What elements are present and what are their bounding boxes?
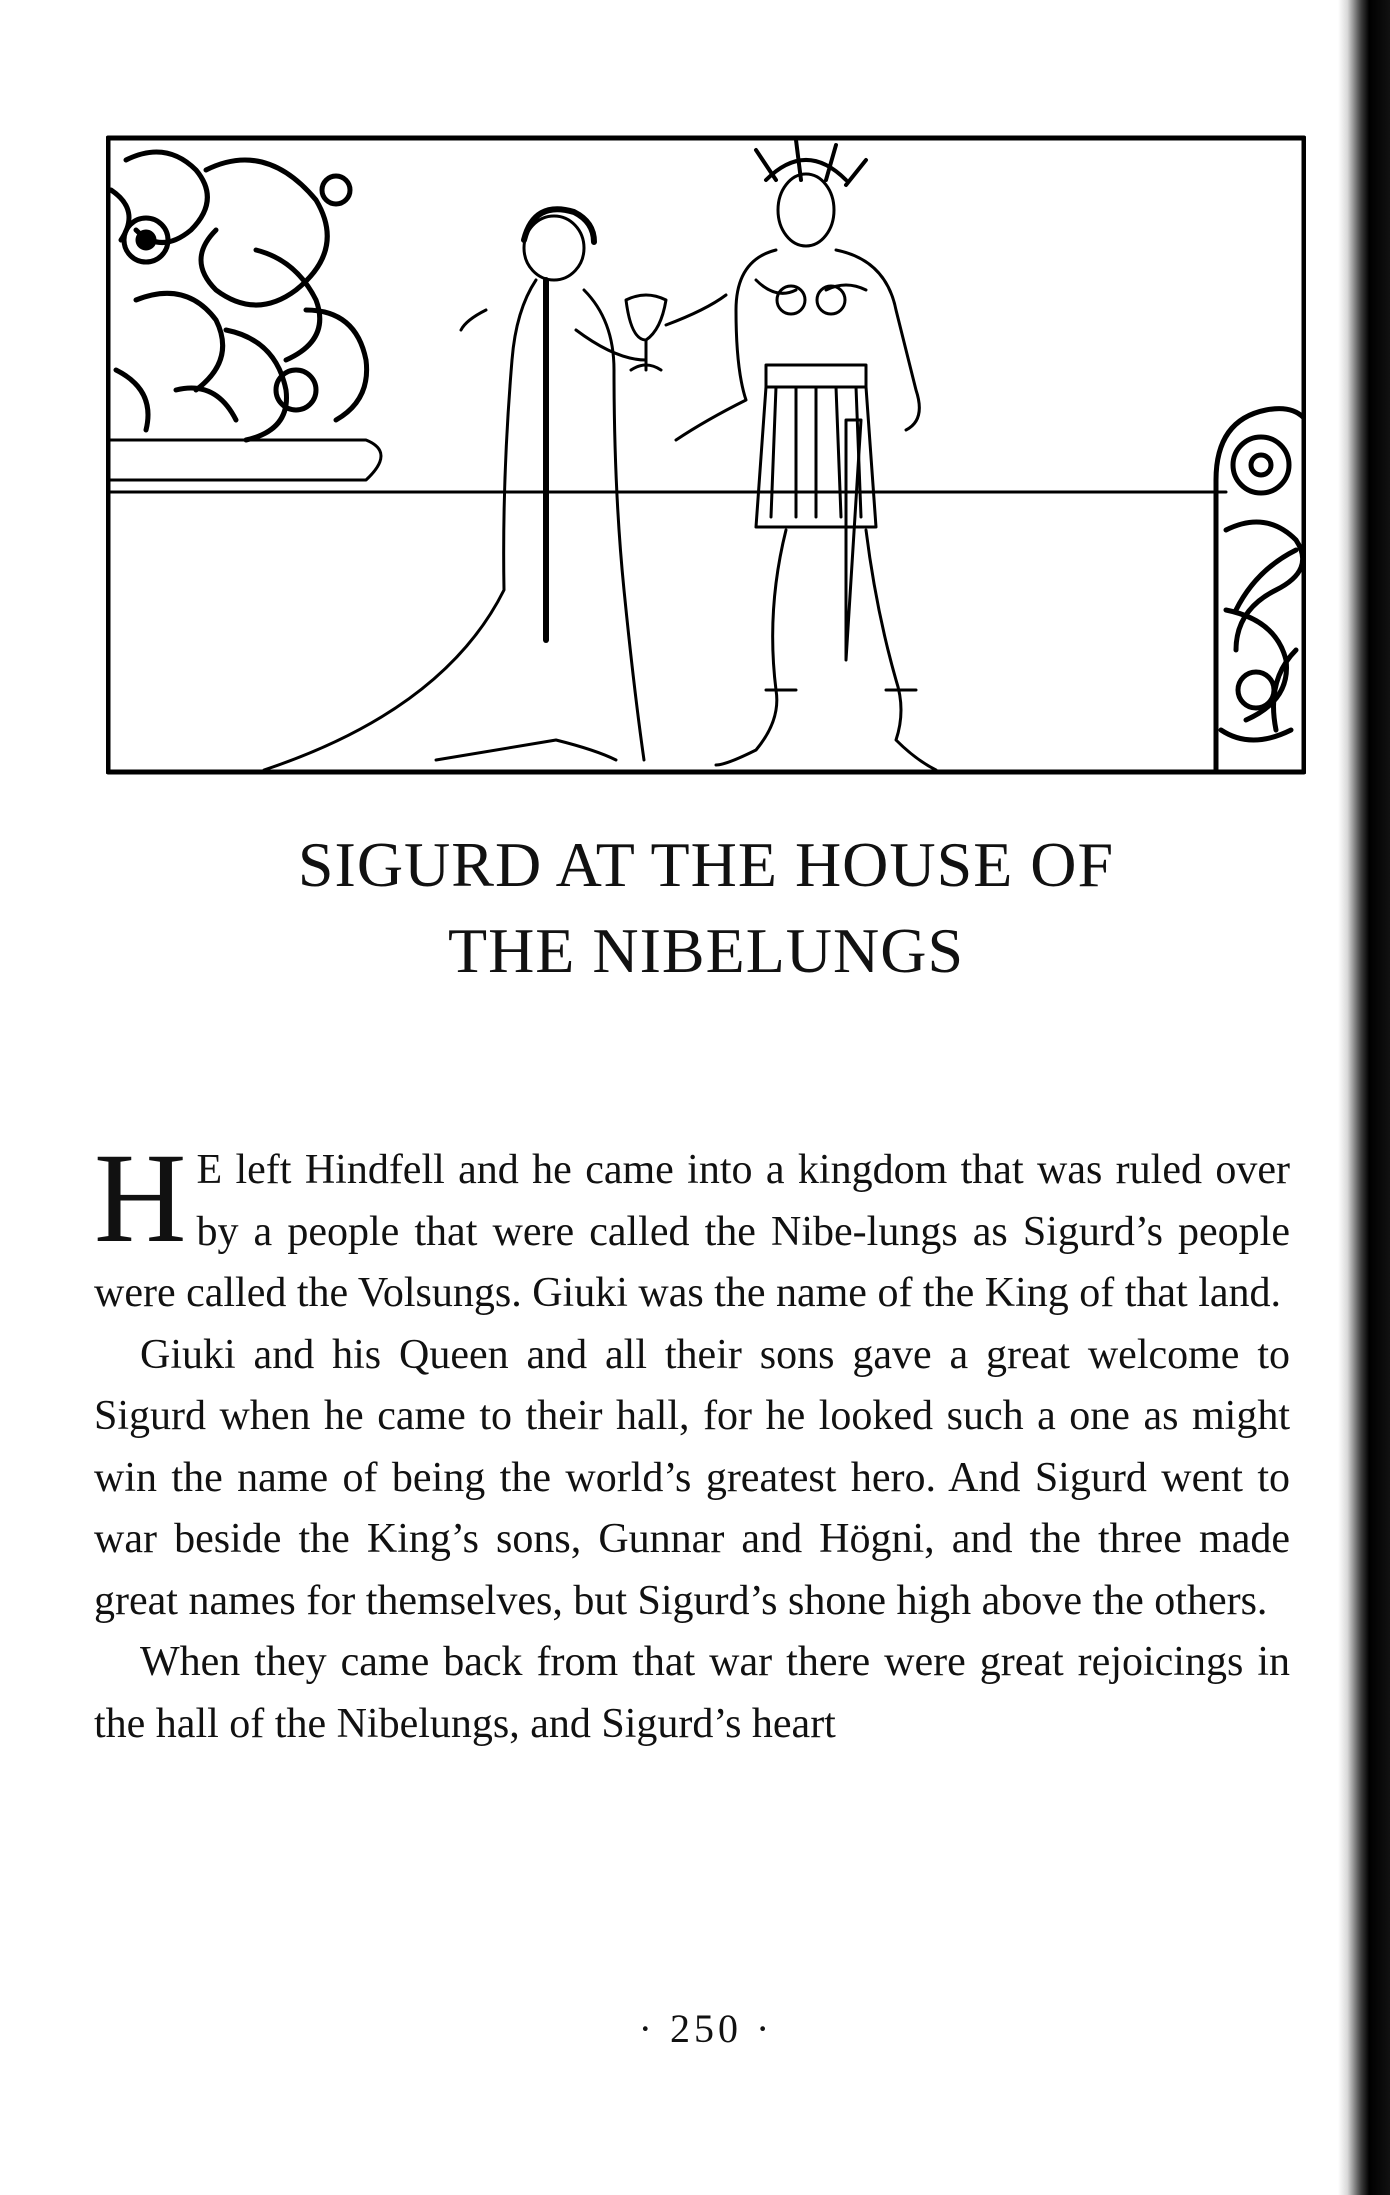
drop-cap: H xyxy=(94,1127,187,1269)
chapter-illustration xyxy=(106,130,1306,776)
chapter-title-line-2: THE NIBELUNGS xyxy=(447,915,965,986)
chapter-title xyxy=(106,822,1306,994)
line-art-illustration xyxy=(106,130,1306,776)
paragraph-2: Giuki and his Queen and all their sons gave a great welcome to Sigurd when he came to their hall, for he looked such a one as might win the name of being the world’s greatest hero. And Sigurd went to war beside the King’s sons, Gunnar and Högni, and the three made great names for themselves, but Sigurd’s shone high above the others. xyxy=(94,1331,1290,1624)
page-number: · 250 · xyxy=(638,2006,774,2051)
chapter-body xyxy=(94,1127,1290,1755)
paragraph-1 xyxy=(94,1127,1290,1325)
paragraph-1-text: E left Hindfell and he came into a kingdom that was ruled over by a people that were called the Nibe-lungs as Sigurd’s people were called the Volsungs. Giuki was the name of the King of that land. xyxy=(94,1147,1290,1316)
binding-edge xyxy=(1338,0,1390,2195)
chapter-title-line-1: SIGURD AT THE HOUSE OF xyxy=(297,829,1115,900)
paragraph-3: When they came back from that war there were great rejoicings in the hall of the Nibelungs, and Sigurd’s heart xyxy=(94,1639,1290,1747)
